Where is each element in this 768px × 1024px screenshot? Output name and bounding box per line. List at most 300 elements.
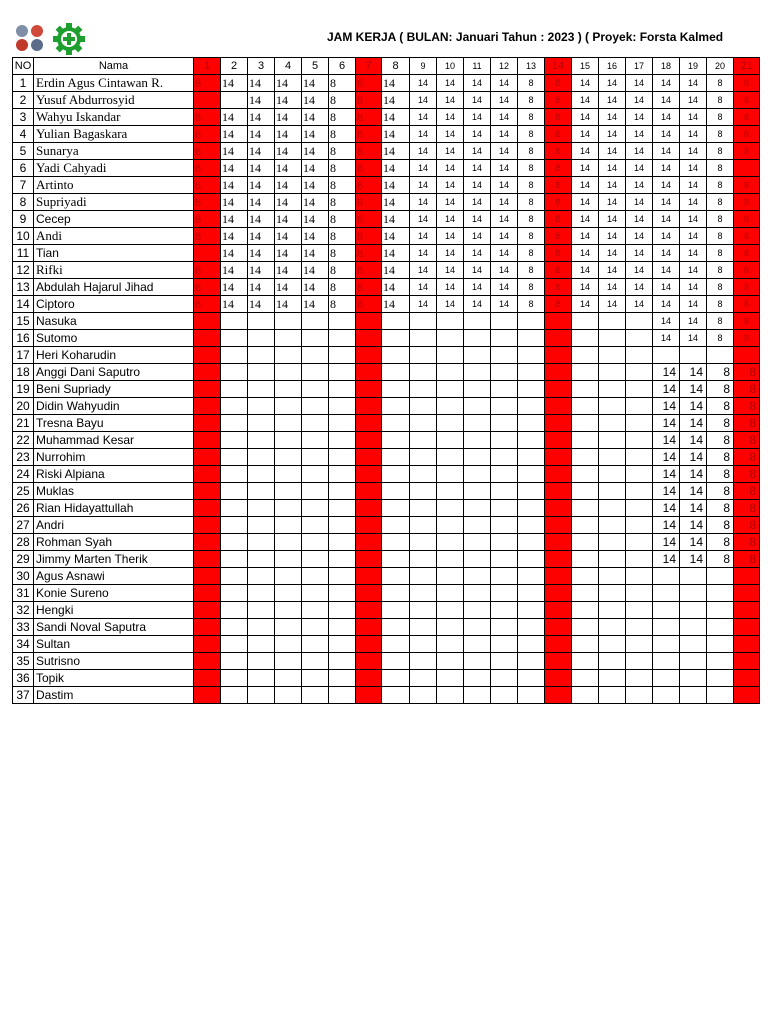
hours-cell — [275, 619, 302, 636]
hours-cell: 14 — [221, 245, 248, 262]
hours-cell: 8 — [194, 211, 221, 228]
hours-cell — [221, 687, 248, 704]
hours-cell: 14 — [680, 245, 707, 262]
table-row — [13, 466, 760, 483]
table-row — [13, 160, 760, 177]
table-row — [13, 194, 760, 211]
hours-cell: 14 — [572, 211, 599, 228]
hours-cell: 8 — [707, 211, 734, 228]
row-number: 8 — [13, 194, 34, 211]
hours-cell — [707, 687, 734, 704]
hours-cell — [221, 313, 248, 330]
hours-cell: 14 — [680, 330, 707, 347]
hours-cell — [707, 585, 734, 602]
table-row — [13, 245, 760, 262]
hours-cell — [275, 636, 302, 653]
employee-name: Andi — [34, 228, 194, 245]
hours-cell — [302, 653, 329, 670]
hours-cell — [437, 432, 464, 449]
hours-cell: 8 — [356, 262, 382, 279]
hours-cell — [572, 347, 599, 364]
table-row — [13, 109, 760, 126]
hours-cell: 8 — [329, 279, 356, 296]
hours-cell: 14 — [599, 279, 626, 296]
company-logo — [14, 22, 94, 56]
hours-cell — [707, 670, 734, 687]
hours-cell: 14 — [653, 92, 680, 109]
hours-cell: 14 — [248, 160, 275, 177]
hours-cell — [464, 670, 491, 687]
hours-cell — [572, 466, 599, 483]
hours-cell: 8 — [707, 364, 734, 381]
hours-cell — [572, 500, 599, 517]
hours-cell — [329, 517, 356, 534]
hours-cell — [680, 347, 707, 364]
hours-cell: 14 — [653, 211, 680, 228]
employee-name: Konie Sureno — [34, 585, 194, 602]
hours-cell: 8 — [707, 92, 734, 109]
hours-cell — [437, 483, 464, 500]
hours-cell: 14 — [626, 92, 653, 109]
hours-cell — [275, 687, 302, 704]
hours-cell — [653, 670, 680, 687]
hours-cell — [275, 347, 302, 364]
hours-cell — [545, 313, 572, 330]
hours-cell: 14 — [680, 381, 707, 398]
hours-cell — [734, 636, 760, 653]
hours-cell — [464, 398, 491, 415]
hours-cell — [599, 500, 626, 517]
hours-cell — [626, 313, 653, 330]
hours-cell — [626, 330, 653, 347]
hours-cell — [437, 585, 464, 602]
hours-cell: 8 — [356, 92, 382, 109]
header-day-17: 17 — [626, 58, 653, 75]
hours-cell — [707, 568, 734, 585]
hours-cell: 14 — [410, 177, 437, 194]
hours-cell: 14 — [491, 177, 518, 194]
hours-cell: 8 — [329, 143, 356, 160]
hours-cell: 8 — [329, 211, 356, 228]
hours-cell: 8 — [545, 92, 572, 109]
hours-cell — [302, 313, 329, 330]
hours-cell: 14 — [680, 262, 707, 279]
hours-cell: 14 — [248, 245, 275, 262]
hours-cell: 14 — [491, 228, 518, 245]
hours-cell — [599, 449, 626, 466]
hours-cell — [382, 313, 410, 330]
hours-cell: 8 — [329, 245, 356, 262]
hours-cell — [599, 330, 626, 347]
hours-cell — [382, 517, 410, 534]
header-day-11: 11 — [464, 58, 491, 75]
hours-cell — [382, 551, 410, 568]
hours-cell: 14 — [410, 245, 437, 262]
hours-cell — [626, 602, 653, 619]
employee-name: Erdin Agus Cintawan R. — [34, 75, 194, 92]
row-number: 12 — [13, 262, 34, 279]
hours-cell: 8 — [194, 296, 221, 313]
hours-cell — [518, 466, 545, 483]
hours-cell — [599, 534, 626, 551]
hours-cell — [356, 585, 382, 602]
hours-cell: 14 — [464, 245, 491, 262]
hours-cell — [572, 517, 599, 534]
hours-cell: 8 — [707, 415, 734, 432]
hours-cell: 14 — [491, 245, 518, 262]
hours-cell: 14 — [680, 177, 707, 194]
hours-cell: 14 — [599, 92, 626, 109]
hours-cell: 8 — [194, 160, 221, 177]
hours-cell — [356, 364, 382, 381]
hours-cell: 14 — [410, 109, 437, 126]
hours-cell — [410, 449, 437, 466]
employee-name: Sultan — [34, 636, 194, 653]
hours-cell — [626, 619, 653, 636]
hours-cell — [437, 313, 464, 330]
hours-cell: 8 — [545, 194, 572, 211]
hours-cell — [410, 687, 437, 704]
header-day-15: 15 — [572, 58, 599, 75]
hours-cell — [599, 670, 626, 687]
hours-cell — [410, 585, 437, 602]
hours-cell: 14 — [275, 228, 302, 245]
hours-cell — [518, 534, 545, 551]
hours-cell: 8 — [545, 143, 572, 160]
hours-cell — [221, 619, 248, 636]
header-day-16: 16 — [599, 58, 626, 75]
hours-cell — [194, 432, 221, 449]
hours-cell: 14 — [275, 194, 302, 211]
hours-cell: 14 — [680, 211, 707, 228]
hours-cell — [248, 585, 275, 602]
hours-cell: 14 — [464, 296, 491, 313]
hours-cell — [599, 466, 626, 483]
header-day-12: 12 — [491, 58, 518, 75]
hours-cell — [356, 534, 382, 551]
hours-cell — [545, 602, 572, 619]
hours-cell: 14 — [221, 228, 248, 245]
hours-cell — [194, 500, 221, 517]
hours-cell: 14 — [572, 143, 599, 160]
row-number: 29 — [13, 551, 34, 568]
hours-cell — [545, 619, 572, 636]
hours-cell — [221, 347, 248, 364]
hours-cell: 14 — [221, 75, 248, 92]
hours-cell — [626, 449, 653, 466]
hours-cell — [437, 602, 464, 619]
hours-cell: 8 — [194, 177, 221, 194]
hours-cell: 14 — [599, 160, 626, 177]
hours-cell — [382, 415, 410, 432]
hours-cell: 8 — [545, 109, 572, 126]
header-day-4: 4 — [275, 58, 302, 75]
hours-cell: 14 — [653, 364, 680, 381]
hours-cell — [518, 500, 545, 517]
hours-cell — [329, 364, 356, 381]
hours-cell — [275, 585, 302, 602]
hours-cell — [437, 517, 464, 534]
logo-circle-icon — [31, 25, 43, 37]
hours-cell: 8 — [518, 211, 545, 228]
hours-cell: 14 — [302, 143, 329, 160]
hours-cell: 8 — [194, 75, 221, 92]
hours-cell: 14 — [382, 245, 410, 262]
table-row — [13, 228, 760, 245]
hours-cell: 14 — [572, 194, 599, 211]
hours-cell — [382, 483, 410, 500]
hours-cell — [518, 602, 545, 619]
row-number: 37 — [13, 687, 34, 704]
hours-cell: 14 — [382, 296, 410, 313]
table-row — [13, 432, 760, 449]
hours-cell — [194, 466, 221, 483]
hours-cell: 14 — [653, 449, 680, 466]
hours-cell: 14 — [221, 143, 248, 160]
hours-cell: 8 — [707, 381, 734, 398]
hours-cell — [545, 517, 572, 534]
hours-cell: 14 — [626, 126, 653, 143]
hours-cell: 8 — [734, 296, 760, 313]
hours-cell: 14 — [275, 75, 302, 92]
hours-cell — [599, 602, 626, 619]
employee-name: Beni Supriady — [34, 381, 194, 398]
hours-cell: 14 — [626, 228, 653, 245]
hours-cell — [410, 313, 437, 330]
hours-cell — [545, 330, 572, 347]
hours-cell: 14 — [680, 415, 707, 432]
hours-cell: 8 — [356, 296, 382, 313]
table-row — [13, 211, 760, 228]
hours-cell — [194, 92, 221, 109]
hours-cell — [464, 449, 491, 466]
header-day-9: 9 — [410, 58, 437, 75]
hours-cell — [275, 551, 302, 568]
hours-cell — [437, 551, 464, 568]
hours-cell — [464, 466, 491, 483]
hours-cell: 8 — [329, 177, 356, 194]
hours-cell: 8 — [356, 75, 382, 92]
hours-cell — [248, 619, 275, 636]
hours-cell — [491, 585, 518, 602]
hours-cell — [221, 398, 248, 415]
hours-cell — [329, 568, 356, 585]
employee-name: Yulian Bagaskara — [34, 126, 194, 143]
hours-cell — [302, 568, 329, 585]
hours-cell: 14 — [653, 551, 680, 568]
hours-cell — [382, 330, 410, 347]
hours-cell — [545, 449, 572, 466]
hours-cell — [491, 398, 518, 415]
employee-name: Rohman Syah — [34, 534, 194, 551]
hours-cell — [302, 449, 329, 466]
table-row — [13, 415, 760, 432]
hours-cell: 14 — [464, 109, 491, 126]
hours-cell: 14 — [221, 279, 248, 296]
hours-cell — [329, 313, 356, 330]
hours-cell: 14 — [275, 296, 302, 313]
hours-cell: 8 — [518, 109, 545, 126]
hours-cell — [302, 602, 329, 619]
logo-circle-icon — [16, 25, 28, 37]
hours-cell: 14 — [680, 194, 707, 211]
hours-cell — [518, 483, 545, 500]
row-number: 17 — [13, 347, 34, 364]
hours-cell — [653, 619, 680, 636]
table-row — [13, 398, 760, 415]
hours-cell — [626, 636, 653, 653]
hours-cell — [491, 534, 518, 551]
hours-cell — [248, 313, 275, 330]
hours-cell — [356, 381, 382, 398]
hours-cell: 8 — [545, 296, 572, 313]
hours-cell: 8 — [329, 262, 356, 279]
hours-cell: 8 — [329, 75, 356, 92]
hours-cell: 14 — [599, 194, 626, 211]
hours-cell — [410, 398, 437, 415]
hours-cell — [329, 636, 356, 653]
hours-cell — [410, 483, 437, 500]
hours-cell — [302, 585, 329, 602]
work-hours-table — [12, 57, 760, 704]
hours-cell: 14 — [653, 398, 680, 415]
hours-cell: 14 — [464, 92, 491, 109]
hours-cell — [302, 398, 329, 415]
hours-cell — [437, 466, 464, 483]
row-number: 11 — [13, 245, 34, 262]
hours-cell — [329, 585, 356, 602]
hours-cell: 8 — [518, 126, 545, 143]
hours-cell: 8 — [545, 228, 572, 245]
hours-cell: 14 — [302, 262, 329, 279]
hours-cell — [599, 415, 626, 432]
hours-cell — [410, 381, 437, 398]
hours-cell — [464, 517, 491, 534]
hours-cell — [194, 551, 221, 568]
hours-cell: 8 — [329, 228, 356, 245]
hours-cell — [464, 347, 491, 364]
hours-cell — [491, 687, 518, 704]
hours-cell: 8 — [707, 330, 734, 347]
hours-cell — [410, 415, 437, 432]
row-number: 18 — [13, 364, 34, 381]
hours-cell — [329, 619, 356, 636]
hours-cell — [518, 653, 545, 670]
hours-cell — [302, 619, 329, 636]
hours-cell — [437, 534, 464, 551]
hours-cell — [707, 636, 734, 653]
hours-cell — [329, 602, 356, 619]
hours-cell: 14 — [680, 517, 707, 534]
hours-cell — [410, 534, 437, 551]
hours-cell: 14 — [382, 228, 410, 245]
hours-cell: 14 — [221, 262, 248, 279]
hours-cell: 14 — [572, 245, 599, 262]
hours-cell — [382, 687, 410, 704]
hours-cell: 8 — [518, 279, 545, 296]
hours-cell: 8 — [707, 262, 734, 279]
hours-cell: 14 — [653, 228, 680, 245]
hours-cell — [464, 432, 491, 449]
hours-cell: 14 — [572, 92, 599, 109]
hours-cell — [491, 364, 518, 381]
hours-cell — [680, 585, 707, 602]
table-row — [13, 517, 760, 534]
hours-cell: 8 — [734, 330, 760, 347]
hours-cell: 8 — [356, 160, 382, 177]
hours-cell: 8 — [194, 279, 221, 296]
employee-name: Dastim — [34, 687, 194, 704]
employee-name: Cecep — [34, 211, 194, 228]
hours-cell — [410, 551, 437, 568]
hours-cell — [194, 245, 221, 262]
hours-cell: 8 — [356, 143, 382, 160]
hours-cell — [437, 500, 464, 517]
hours-cell: 14 — [491, 92, 518, 109]
hours-cell: 8 — [356, 279, 382, 296]
hours-cell — [302, 432, 329, 449]
hours-cell: 14 — [491, 75, 518, 92]
hours-cell — [626, 585, 653, 602]
hours-cell — [572, 534, 599, 551]
hours-cell — [437, 449, 464, 466]
hours-cell: 14 — [680, 364, 707, 381]
employee-name: Sutomo — [34, 330, 194, 347]
hours-cell: 14 — [275, 126, 302, 143]
hours-cell: 8 — [329, 92, 356, 109]
header-name: Nama — [34, 58, 194, 75]
hours-cell: 14 — [599, 262, 626, 279]
hours-cell — [491, 415, 518, 432]
hours-cell: 14 — [410, 211, 437, 228]
hours-cell: 14 — [382, 109, 410, 126]
hours-cell: 14 — [302, 228, 329, 245]
hours-cell — [356, 398, 382, 415]
hours-cell: 14 — [653, 313, 680, 330]
hours-cell — [518, 381, 545, 398]
hours-cell — [194, 534, 221, 551]
hours-cell — [545, 636, 572, 653]
hours-cell: 14 — [491, 160, 518, 177]
hours-cell: 14 — [248, 296, 275, 313]
hours-cell: 8 — [545, 75, 572, 92]
hours-cell: 14 — [653, 177, 680, 194]
hours-cell — [356, 483, 382, 500]
hours-cell — [302, 670, 329, 687]
hours-cell — [653, 636, 680, 653]
row-number: 23 — [13, 449, 34, 466]
hours-cell — [464, 500, 491, 517]
hours-cell: 8 — [734, 432, 760, 449]
hours-cell — [599, 347, 626, 364]
table-row — [13, 636, 760, 653]
hours-cell — [599, 568, 626, 585]
hours-cell: 14 — [275, 262, 302, 279]
hours-cell — [518, 670, 545, 687]
hours-cell — [680, 602, 707, 619]
hours-cell: 14 — [275, 160, 302, 177]
hours-cell: 14 — [275, 279, 302, 296]
hours-cell: 14 — [410, 194, 437, 211]
hours-cell — [626, 653, 653, 670]
safety-gear-icon — [53, 23, 85, 55]
employee-name: Yusuf Abdurrosyid — [34, 92, 194, 109]
hours-cell — [329, 483, 356, 500]
hours-cell: 8 — [707, 177, 734, 194]
hours-cell — [329, 347, 356, 364]
employee-name: Tresna Bayu — [34, 415, 194, 432]
hours-cell: 8 — [329, 109, 356, 126]
